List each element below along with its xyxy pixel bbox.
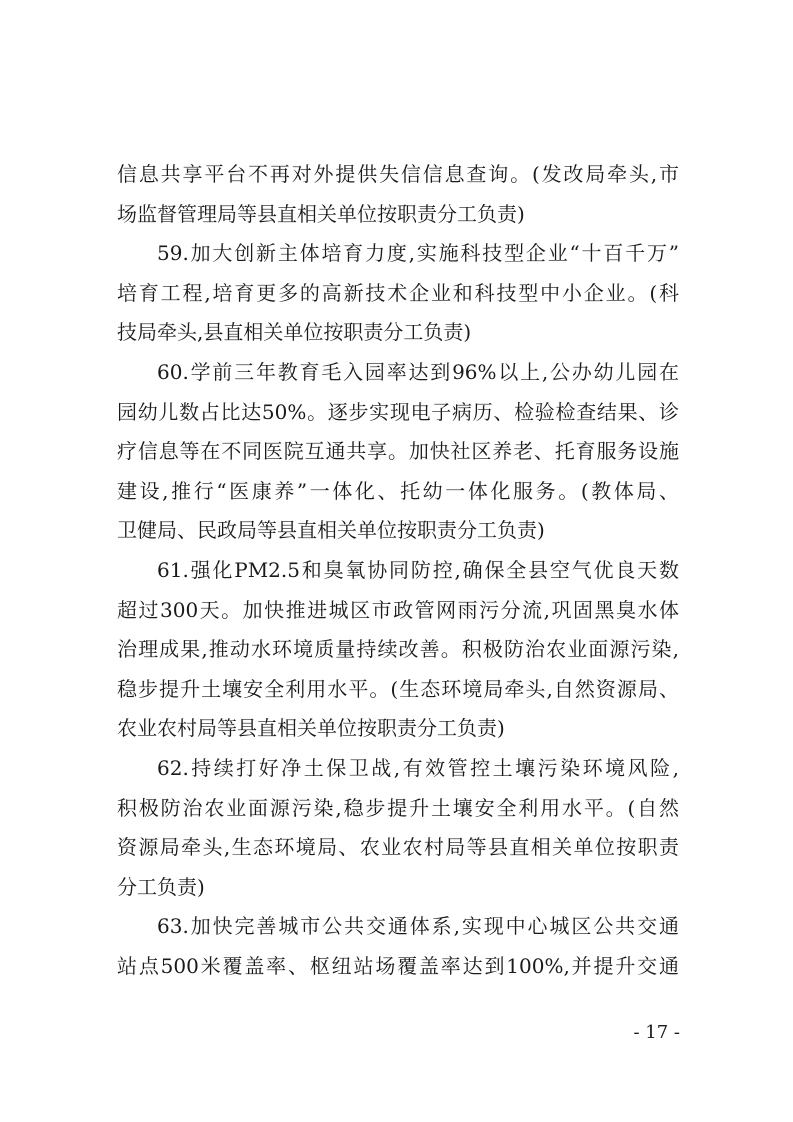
text-line: 分工负责) [117,874,205,899]
document-body [117,155,679,986]
text-line: 超过300天。加快推进城区市政管网雨污分流,巩固黑臭水体 [117,597,679,622]
text-line: 稳步提升土壤安全利用水平。(生态环境局牵头,自然资源局、 [117,676,679,701]
paragraph-first-line: 61.强化PM2.5和臭氧协同防控,确保全县空气优良天数 [157,557,679,582]
text-line: 信息共享平台不再对外提供失信信息查询。(发改局牵头,市 [117,162,679,186]
text-line: 场监督管理局等县直相关单位按职责分工负责) [117,201,525,226]
text-line: 站点500米覆盖率、枢纽站场覆盖率达到100%,并提升交通 [117,953,679,978]
text-line: 培育工程,培育更多的高新技术企业和科技型中小企业。(科 [117,280,679,305]
paragraph-first-line: 62.持续打好净土保卫战,有效管控土壤污染环境风险, [157,755,679,780]
text-line: 建设,推行“医康养”一体化、托幼一体化服务。(教体局、 [117,478,679,503]
text-line: 卫健局、民政局等县直相关单位按职责分工负责) [117,518,545,543]
paragraph-first-line: 60.学前三年教育毛入园率达到96%以上,公办幼儿园在 [157,359,679,384]
text-line: 资源局牵头,生态环境局、农业农村局等县直相关单位按职责 [117,835,679,860]
text-line: 积极防治农业面源污染,稳步提升土壤安全利用水平。(自然 [117,795,679,820]
text-line: 疗信息等在不同医院互通共享。加快社区养老、托育服务设施 [117,439,679,464]
text-line: 园幼儿数占比达50%。逐步实现电子病历、检验检查结果、诊 [117,399,679,424]
page-number: - 17 - [633,1022,680,1043]
text-line: 技局牵头,县直相关单位按职责分工负责) [117,320,472,345]
text-line: 农业农村局等县直相关单位按职责分工负责) [117,716,505,741]
paragraph-first-line: 63.加快完善城市公共交通体系,实现中心城区公共交通 [157,914,679,939]
text-line: 治理成果,推动水环境质量持续改善。积极防治农业面源污染, [117,637,679,662]
paragraph-first-line: 59.加大创新主体培育力度,实施科技型企业“十百千万” [157,241,679,266]
